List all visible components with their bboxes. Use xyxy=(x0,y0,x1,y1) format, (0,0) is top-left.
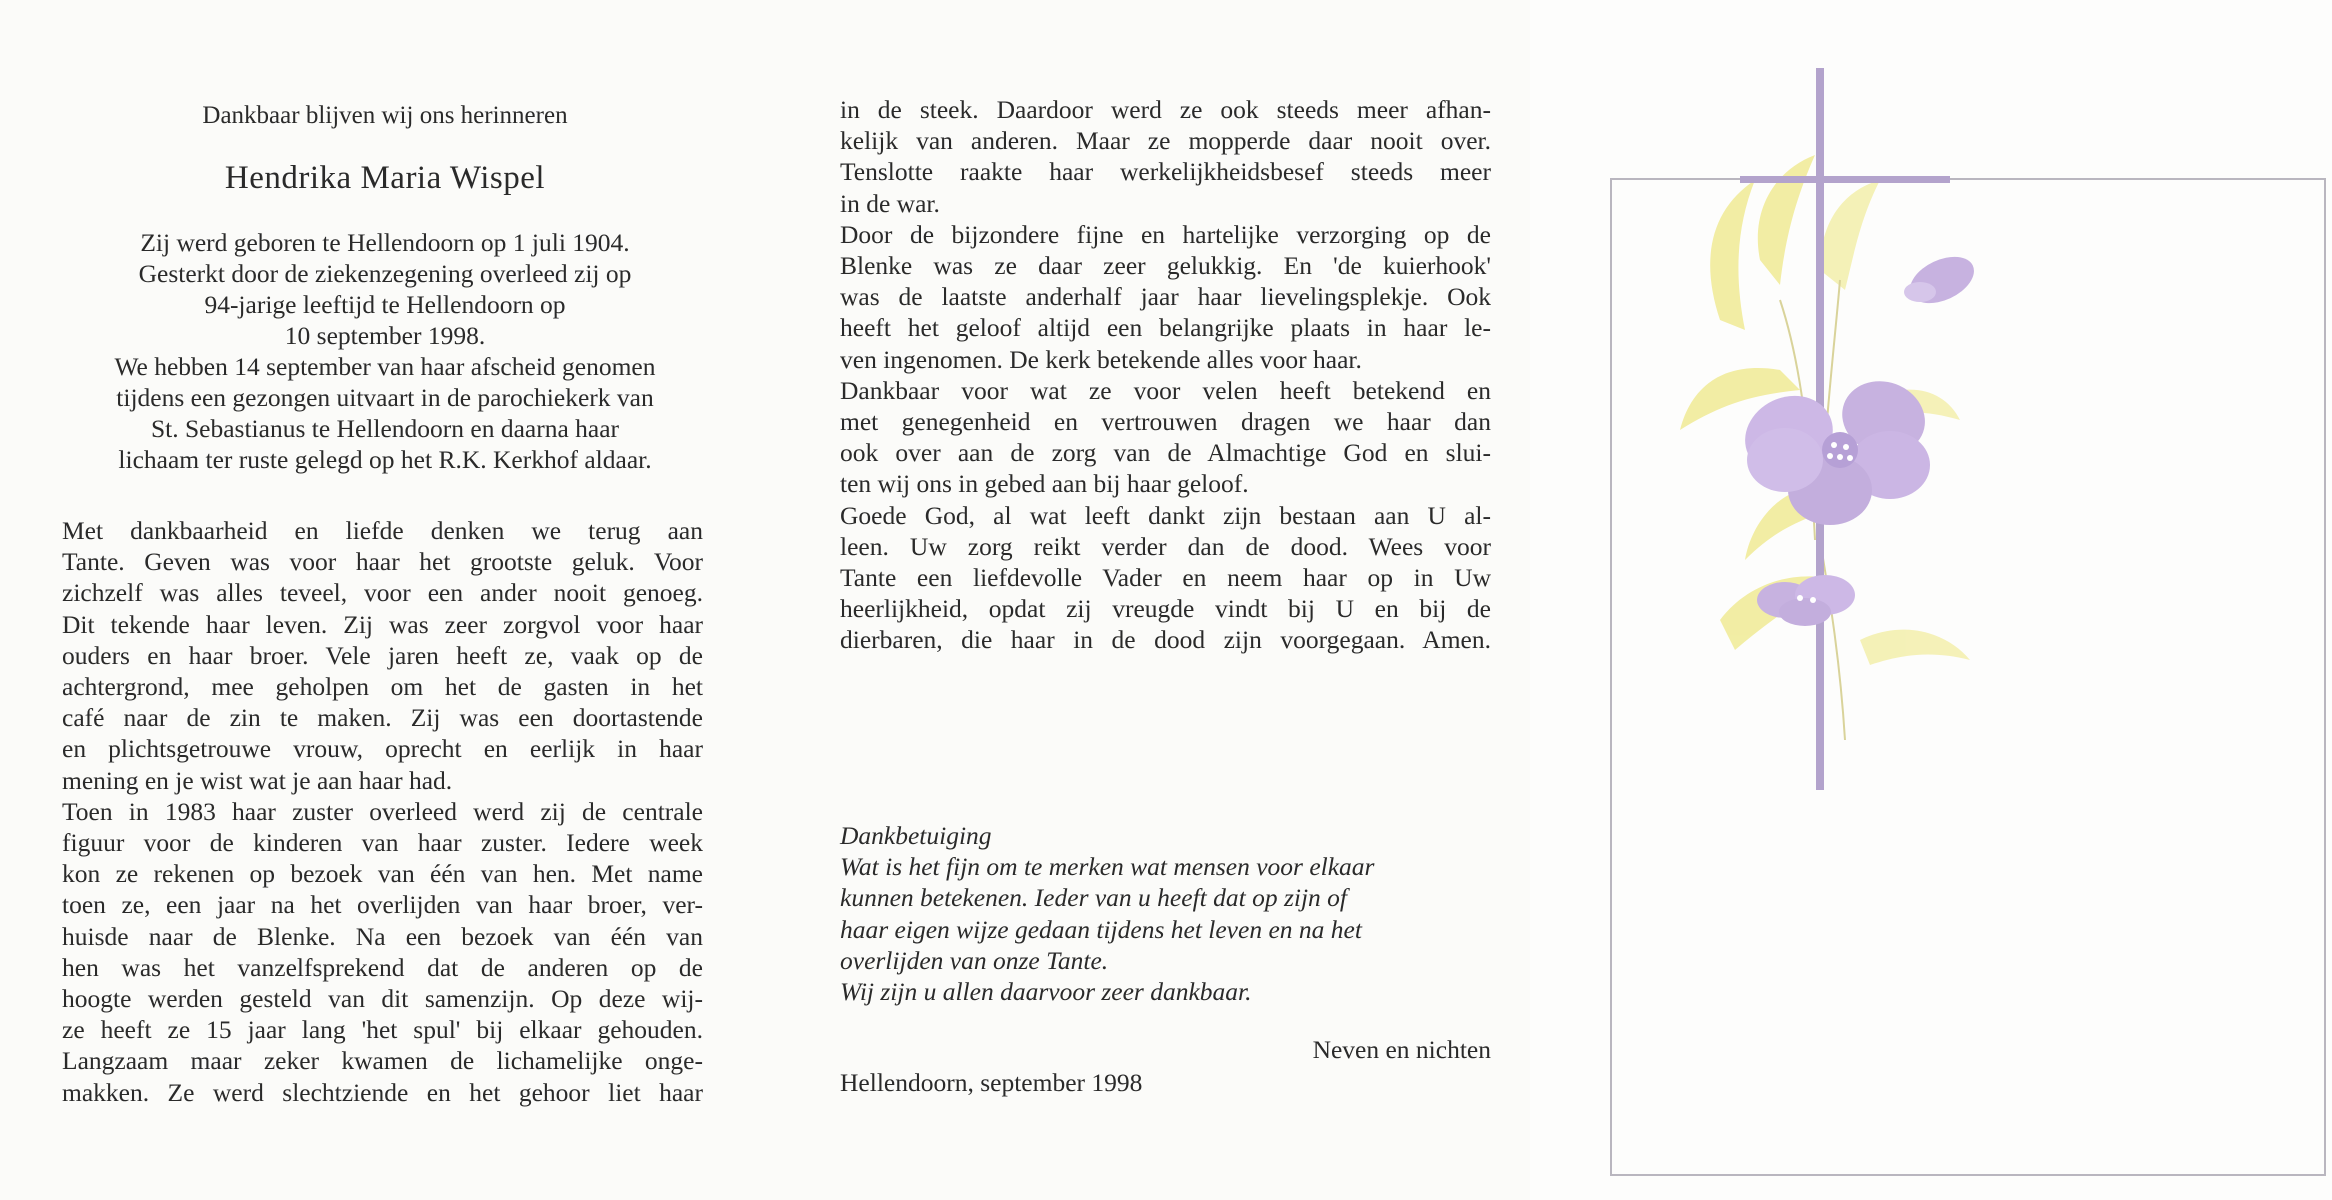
details-line: St. Sebastianus te Hellendoorn en daarna haar xyxy=(150,414,620,443)
details-line: tijdens een gezongen uitvaart in de parochiekerk van xyxy=(116,383,654,412)
text-line: ook over aan de zorg van de Almachtige God en slui- xyxy=(840,438,1491,468)
text-line: toen ze, een jaar na het overlijden van haar broer, ver- xyxy=(62,890,703,920)
text-line: Dankbaar voor wat ze voor velen heeft betekend en xyxy=(840,375,1491,405)
text-line: hen was het vanzelfsprekend dat de anderen op de xyxy=(62,952,703,982)
text-line: huisde naar de Blenke. Na een bezoek van één van xyxy=(62,921,703,951)
birth-death-details xyxy=(40,227,730,475)
deceased-name: Hendrika Maria Wispel xyxy=(224,160,546,196)
text-line: was de laatste anderhalf jaar haar lievelingsplekje. Ook xyxy=(840,282,1491,312)
text-line: kon ze rekenen op bezoek van één van hen. Met name xyxy=(62,859,703,889)
text-line: figuur voor de kinderen van haar zuster. Iedere week xyxy=(62,828,703,858)
flowers xyxy=(1732,248,1981,626)
cover-page xyxy=(1530,0,2332,1200)
memorial-text-left xyxy=(62,515,703,1108)
acknowledgement-heading: Dankbetuiging xyxy=(840,821,992,850)
text-line: Goede God, al wat leeft dankt zijn bestaan aan U al- xyxy=(840,500,1491,530)
text-line: Langzaam maar zeker kwamen de lichamelijke onge- xyxy=(62,1046,703,1076)
acknowledgement xyxy=(840,820,1500,1007)
flower-bud xyxy=(1903,248,1982,313)
text-line: ven ingenomen. De kerk betekende alles voor haar. xyxy=(840,344,1362,374)
text-line: heeft het geloof altijd een belangrijke plaats in haar le- xyxy=(840,313,1491,343)
acknowledgement-line: Wat is het fijn om te merken wat mensen voor elkaar xyxy=(840,852,1375,882)
text-line: ouders en haar broer. Vele jaren heeft ze, vaak op de xyxy=(62,640,703,670)
details-line: Gesterkt door de ziekenzegening overleed zij op xyxy=(138,259,632,288)
cross-horizontal-bar xyxy=(1740,176,1950,183)
text-line: café naar de zin te maken. Zij was een doortastende xyxy=(62,703,703,733)
text-line: zichzelf was alles teveel, voor een ander nooit genoeg. xyxy=(62,578,703,608)
signature: Neven en nichten xyxy=(1312,1035,1491,1064)
text-line: Tante een liefdevolle Vader en neem haar op in Uw xyxy=(840,563,1491,593)
text-line: in de war. xyxy=(840,188,940,218)
acknowledgement-line: kunnen betekenen. Ieder van u heeft dat op zijn of xyxy=(840,883,1347,913)
text-line: kelijk van anderen. Maar ze mopperde daar nooit over. xyxy=(840,126,1491,156)
text-line: makken. Ze werd slechtziende en het gehoor liet haar xyxy=(62,1077,703,1107)
text-line: met genegenheid en vertrouwen dragen we haar dan xyxy=(840,407,1491,437)
text-line: mening en je wist wat je aan haar had. xyxy=(62,765,453,795)
acknowledgement-line: haar eigen wijze gedaan tijdens het leven en na het xyxy=(840,914,1362,944)
text-line: achtergrond, mee geholpen om het de gasten in het xyxy=(62,672,703,702)
cross-with-flowers-illustration xyxy=(1570,60,2290,800)
details-line: 94-jarige leeftijd te Hellendoorn op xyxy=(204,290,566,319)
details-line: 10 september 1998. xyxy=(284,321,486,350)
text-line: en plichtsgetrouwe vrouw, oprecht en eerlijk in haar xyxy=(62,734,703,764)
text-line: ze heeft ze 15 jaar lang 'het spul' bij elkaar gehouden. xyxy=(62,1015,703,1045)
text-line: heerlijkheid, opdat zij vreugde vindt bij U en bij de xyxy=(840,594,1491,624)
text-line: leen. Uw zorg reikt verder dan de dood. Wees voor xyxy=(840,531,1491,561)
memorial-text-middle xyxy=(840,94,1491,656)
text-line: Tante. Geven was voor haar het grootste geluk. Voor xyxy=(62,547,703,577)
acknowledgement-line: overlijden van onze Tante. xyxy=(840,945,1109,975)
text-line: Met dankbaarheid en liefde denken we terug aan xyxy=(62,516,703,545)
text-line: in de steek. Daardoor werd ze ook steeds meer afhan- xyxy=(840,95,1491,124)
details-line: We hebben 14 september van haar afscheid genomen xyxy=(114,352,656,381)
acknowledgement-line: Wij zijn u allen daarvoor zeer dankbaar. xyxy=(840,977,1252,1007)
intro-line: Dankbaar blijven wij ons herinneren xyxy=(202,102,568,129)
text-line: ten wij ons in gebed aan bij haar geloof. xyxy=(840,469,1249,499)
text-line: Door de bijzondere fijne en hartelijke verzorging op de xyxy=(840,219,1491,249)
details-line: lichaam ter ruste gelegd op het R.K. Kerkhof aldaar. xyxy=(118,445,652,474)
middle-page xyxy=(790,0,1530,1200)
text-line: Toen in 1983 haar zuster overleed werd zij de centrale xyxy=(62,796,703,826)
left-page xyxy=(0,0,790,1200)
text-line: dierbaren, die haar in de dood zijn voorgegaan. Amen. xyxy=(840,625,1491,655)
details-line: Zij werd geboren te Hellendoorn op 1 juli 1904. xyxy=(140,228,630,257)
text-line: Dit tekende haar leven. Zij was zeer zorgvol voor haar xyxy=(62,609,703,639)
text-line: Tenslotte raakte haar werkelijkheidsbesef steeds meer xyxy=(840,157,1491,187)
text-line: Blenke was ze daar zeer gelukkig. En 'de kuierhook' xyxy=(840,251,1491,281)
place-date: Hellendoorn, september 1998 xyxy=(840,1068,1143,1097)
text-line: hoogte werden gesteld van dit samenzijn. Op deze wij- xyxy=(62,984,703,1014)
